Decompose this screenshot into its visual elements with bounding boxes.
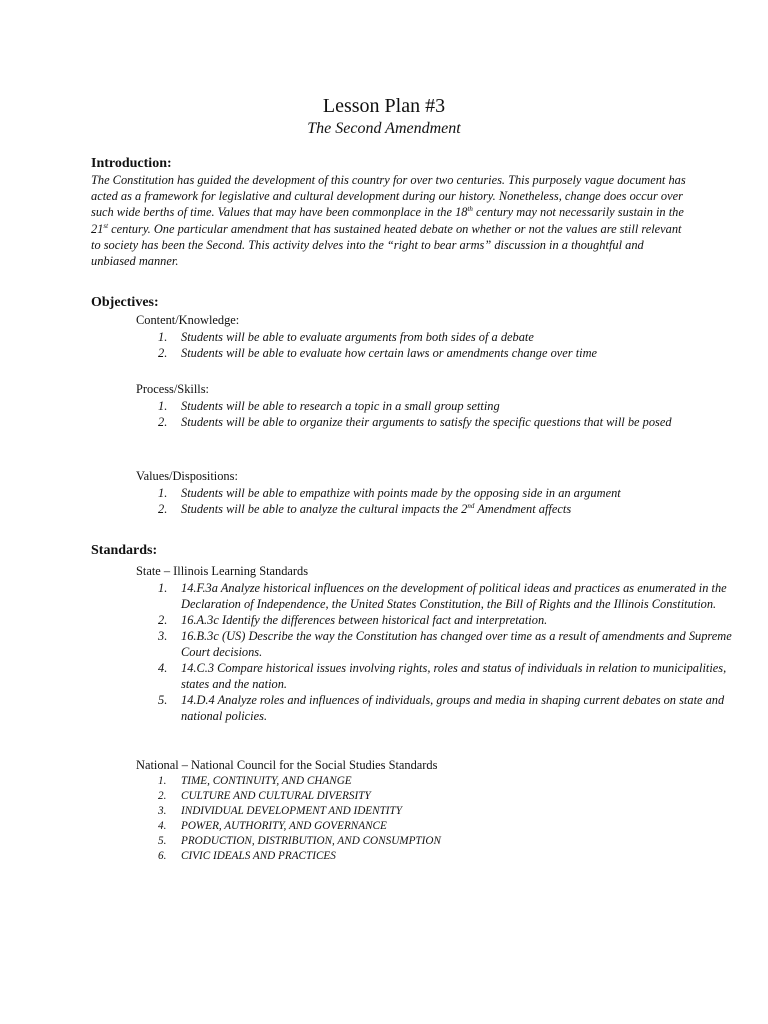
standards-heading: Standards: <box>91 543 158 558</box>
values-dispositions-list <box>136 485 736 517</box>
process-skills-list <box>136 398 736 430</box>
process-skills-label: Process/Skills: <box>136 382 209 396</box>
state-standards-list <box>136 580 736 724</box>
values-dispositions-block <box>136 468 736 517</box>
content-knowledge-label: Content/Knowledge: <box>136 313 240 327</box>
national-standards-list <box>136 774 736 864</box>
state-standards-label: State – Illinois Learning Standards <box>136 564 309 578</box>
values-dispositions-label: Values/Dispositions: <box>136 469 238 483</box>
list-item: 5. PRODUCTION, DISTRIBUTION, AND CONSUMPTION <box>158 835 441 847</box>
state-standards-block <box>136 563 736 724</box>
list-item: 2. Students will be able to organize their arguments to satisfy the specific questions that will be posed <box>158 415 672 429</box>
list-item: 4. POWER, AUTHORITY, AND GOVERNANCE <box>158 820 387 832</box>
content-knowledge-block <box>136 312 736 361</box>
list-item: 1. 14.F.3a Analyze historical influences on the development of political ideas and practices as enumerated in the Declaration of Independence, the United States Constitution, the Bill of Rights and the Illinois Constitution. <box>158 581 727 611</box>
list-item: 2. CULTURE AND CULTURAL DIVERSITY <box>158 790 371 802</box>
list-item: 2. 16.A.3c Identify the differences between historical fact and interpretation. <box>158 613 548 627</box>
list-item: 6. CIVIC IDEALS AND PRACTICES <box>158 850 336 862</box>
list-item: 2. Students will be able to analyze the cultural impacts the 2nd Amendment affects <box>158 501 572 516</box>
list-item: 1. Students will be able to evaluate arguments from both sides of a debate <box>158 330 534 344</box>
objectives-section <box>91 294 691 311</box>
page-subtitle: The Second Amendment <box>307 120 461 137</box>
list-item: 1. Students will be able to research a topic in a small group setting <box>158 399 500 413</box>
national-standards-label: National – National Council for the Social Studies Standards <box>136 758 438 772</box>
national-standards-block <box>136 757 736 864</box>
standards-section <box>91 542 691 559</box>
introduction-text: The Constitution has guided the development of this country for over two centuries. This purposely vague document has acted as a framework for legislative and cultural development during our history. Nonetheless, change does occur over such wide berths of time. Values that may have been commonplace in the 18th century may not necessarily sustain in the 21st century. One particular amendment that has sustained heated debate on whether or not the values are still relevant to society has been the Second. This activity delves into the “right to bear arms” discussion in a thoughtful and unbiased manner. <box>91 173 686 269</box>
list-item: 5. 14.D.4 Analyze roles and influences of individuals, groups and media in shaping current debates on state and national policies. <box>158 693 725 723</box>
content-knowledge-list <box>136 329 736 361</box>
process-skills-block <box>136 381 736 430</box>
list-item: 3. 16.B.3c (US) Describe the way the Constitution has changed over time as a result of amendments and Supreme Court decisions. <box>158 629 732 659</box>
introduction-section <box>91 155 691 269</box>
list-item: 4. 14.C.3 Compare historical issues involving rights, roles and status of individuals in relation to municipalities, states and the nation. <box>158 661 727 691</box>
list-item: 2. Students will be able to evaluate how certain laws or amendments change over time <box>158 346 598 360</box>
introduction-heading: Introduction: <box>91 156 172 171</box>
list-item: 3. INDIVIDUAL DEVELOPMENT AND IDENTITY <box>158 805 402 817</box>
page-title: Lesson Plan #3 <box>322 95 446 117</box>
list-item: 1. Students will be able to empathize with points made by the opposing side in an argument <box>158 486 621 500</box>
objectives-heading: Objectives: <box>91 295 159 310</box>
list-item: 1. TIME, CONTINUITY, AND CHANGE <box>158 775 352 787</box>
